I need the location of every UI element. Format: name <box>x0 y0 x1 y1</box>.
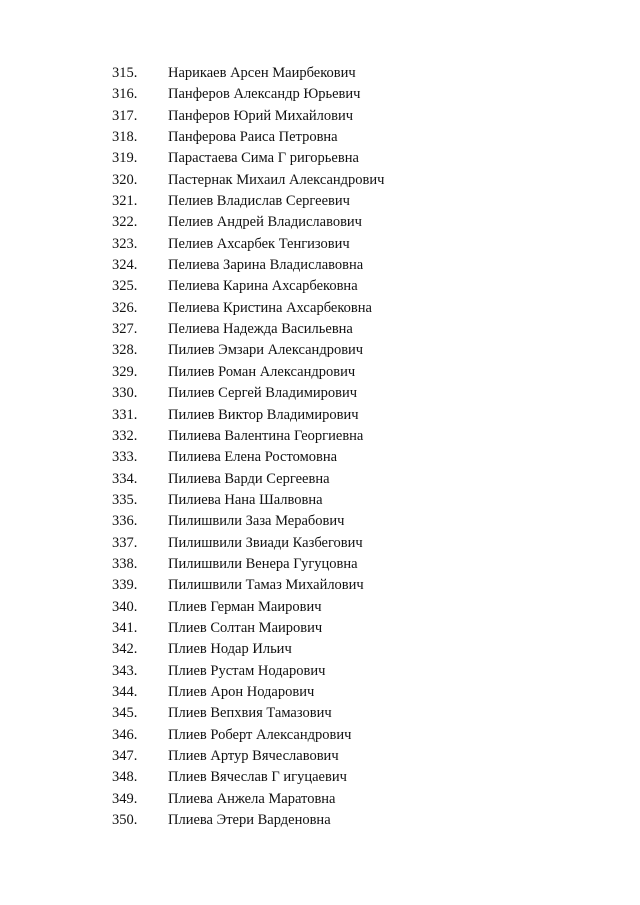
list-item <box>0 810 640 831</box>
list-item <box>0 703 640 724</box>
entry-name: Панферов Александр Юрьевич <box>168 86 361 103</box>
entry-number: 342. <box>112 641 138 658</box>
list-item <box>0 789 640 810</box>
entry-name: Пилиев Виктор Владимирович <box>168 406 359 423</box>
list-item <box>0 212 640 233</box>
list-item <box>0 447 640 468</box>
entry-number: 319. <box>112 150 138 167</box>
list-item <box>0 490 640 511</box>
entry-name: Плиев Солтан Маирович <box>168 619 323 636</box>
entry-name: Плиев Вячеслав Г игуцаевич <box>168 769 347 786</box>
list-item <box>0 682 640 703</box>
list-item <box>0 148 640 169</box>
entry-name: Пилишвили Звиади Казбегович <box>168 534 363 551</box>
entry-name: Панферова Раиса Петровна <box>168 129 338 146</box>
entry-name: Пилиев Роман Александрович <box>168 363 356 380</box>
entry-name: Пелиева Зарина Владиславовна <box>168 257 364 274</box>
entry-number: 326. <box>112 299 138 316</box>
entry-name: Плиев Рустам Нодарович <box>168 662 326 679</box>
entry-name: Пелиева Надежда Васильевна <box>168 321 353 338</box>
entry-name: Пилиева Варди Сергеевна <box>168 470 330 487</box>
entry-number: 327. <box>112 321 138 338</box>
entry-name: Плиев Вепхвия Тамазович <box>168 705 332 722</box>
entry-number: 328. <box>112 342 138 359</box>
list-item <box>0 575 640 596</box>
entry-number: 332. <box>112 427 138 444</box>
entry-number: 336. <box>112 513 138 530</box>
entry-name: Плиев Роберт Александрович <box>168 726 352 743</box>
entry-name: Плиев Арон Нодарович <box>168 683 315 700</box>
list-item <box>0 661 640 682</box>
entry-number: 324. <box>112 257 138 274</box>
entry-name: Парастаева Сима Г ригорьевна <box>168 150 359 167</box>
entry-name: Пелиев Владислав Сергеевич <box>168 193 350 210</box>
entry-number: 348. <box>112 769 138 786</box>
entry-name: Пастернак Михаил Александрович <box>168 171 385 188</box>
list-item <box>0 255 640 276</box>
entry-number: 344. <box>112 683 138 700</box>
list-item <box>0 340 640 361</box>
entry-name: Нарикаев Арсен Маирбекович <box>168 65 356 81</box>
list-item <box>0 362 640 383</box>
entry-number: 337. <box>112 534 138 551</box>
entry-number: 331. <box>112 406 138 423</box>
list-item <box>0 234 640 255</box>
list-item <box>0 511 640 532</box>
entry-number: 316. <box>112 86 138 103</box>
entry-number: 343. <box>112 662 138 679</box>
entry-name: Пилиева Елена Ростомовна <box>168 449 338 466</box>
list-item <box>0 191 640 212</box>
entry-name: Панферов Юрий Михайлович <box>168 107 354 124</box>
entry-name: Пелиев Андрей Владиславович <box>168 214 362 231</box>
entry-number: 339. <box>112 577 138 594</box>
entry-number: 329. <box>112 363 138 380</box>
entry-name: Пелиева Кристина Ахсарбековна <box>168 299 372 316</box>
entry-number: 321. <box>112 193 138 210</box>
list-item <box>0 298 640 319</box>
entry-number: 323. <box>112 235 138 252</box>
entry-name: Пилиева Нана Шалвовна <box>168 491 323 508</box>
list-item <box>0 639 640 660</box>
entry-name: Плиев Герман Маирович <box>168 598 322 615</box>
list-item <box>0 469 640 490</box>
list-item <box>0 276 640 297</box>
entry-name: Пилиева Валентина Георгиевна <box>168 427 364 444</box>
entry-number: 345. <box>112 705 138 722</box>
list-item <box>0 383 640 404</box>
list-item <box>0 84 640 105</box>
entry-number: 330. <box>112 385 138 402</box>
entry-number: 318. <box>112 129 138 146</box>
list-item <box>0 319 640 340</box>
entry-name: Пилиев Эмзари Александрович <box>168 342 364 359</box>
entry-number: 320. <box>112 171 138 188</box>
entry-name: Пилиев Сергей Владимирович <box>168 385 358 402</box>
entry-name: Пилишвили Заза Мерабович <box>168 513 345 530</box>
entry-name: Плиева Анжела Маратовна <box>168 790 336 807</box>
entry-number: 335. <box>112 491 138 508</box>
list-item <box>0 533 640 554</box>
entry-number: 333. <box>112 449 138 466</box>
entry-number: 341. <box>112 619 138 636</box>
entry-name: Пелиева Карина Ахсарбековна <box>168 278 358 295</box>
entry-name: Пелиев Ахсарбек Тенгизович <box>168 235 350 252</box>
entry-number: 340. <box>112 598 138 615</box>
entry-name: Пилишвили Венера Гугуцовна <box>168 555 358 572</box>
list-item <box>0 63 640 84</box>
list-item <box>0 170 640 191</box>
entry-number: 350. <box>112 812 138 829</box>
list-item <box>0 618 640 639</box>
entry-number: 315. <box>112 65 138 81</box>
entry-name: Пилишвили Тамаз Михайлович <box>168 577 364 594</box>
entry-number: 346. <box>112 726 138 743</box>
list-item <box>0 597 640 618</box>
list-item <box>0 127 640 148</box>
entry-number: 349. <box>112 790 138 807</box>
name-list <box>0 63 640 831</box>
list-item <box>0 426 640 447</box>
entry-name: Плиева Этери Варденовна <box>168 812 331 829</box>
entry-number: 338. <box>112 555 138 572</box>
entry-number: 322. <box>112 214 138 231</box>
list-item <box>0 725 640 746</box>
list-item <box>0 767 640 788</box>
entry-number: 325. <box>112 278 138 295</box>
list-item <box>0 405 640 426</box>
entry-number: 317. <box>112 107 138 124</box>
list-item <box>0 746 640 767</box>
entry-number: 347. <box>112 748 138 764</box>
entry-number: 334. <box>112 470 138 487</box>
entry-name: Плиев Артур Вячеславович <box>168 748 339 764</box>
list-item <box>0 554 640 575</box>
list-item <box>0 106 640 127</box>
entry-name: Плиев Нодар Ильич <box>168 641 292 658</box>
